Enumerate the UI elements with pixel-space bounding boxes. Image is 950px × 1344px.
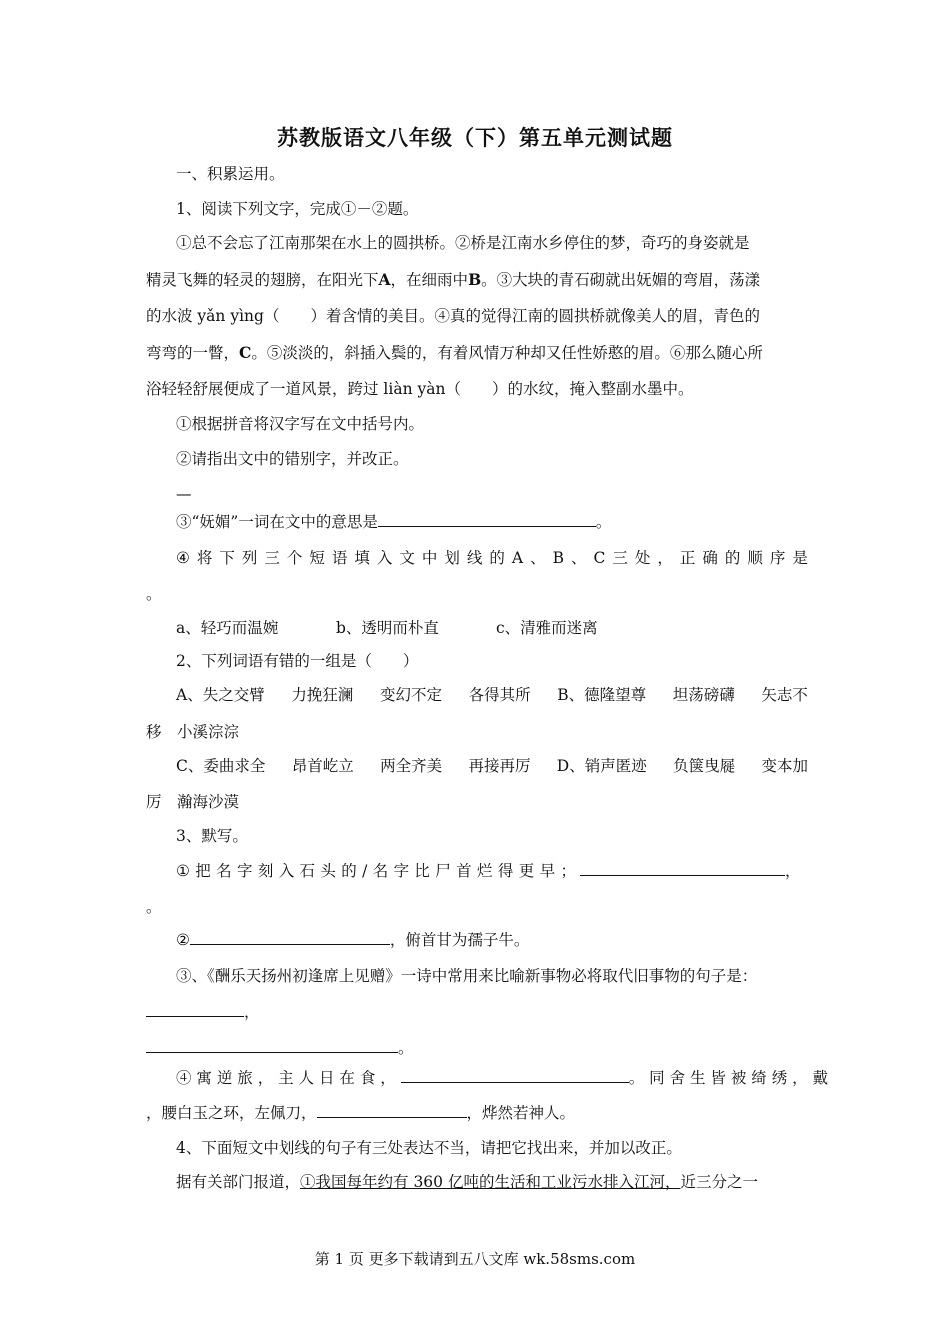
spaced-char: 的 xyxy=(724,549,741,567)
spaced-char: 顺 xyxy=(747,549,763,567)
word-group: D、销声匿迹 xyxy=(556,757,647,775)
answer-blank[interactable] xyxy=(317,1103,467,1118)
sub-question-4 xyxy=(176,548,808,568)
spaced-char: 烂 xyxy=(477,862,493,880)
recite-5: ，腰白玉之环，左佩刀， ，烨然若神人。 xyxy=(146,1104,576,1122)
recite-3: ③、《酬乐天扬州初逢席上见赠》一诗中常用来比喻新事物必将取代旧事物的句子是： xyxy=(176,967,758,985)
word-group: B、德隆望尊 xyxy=(557,686,647,704)
passage-line-1: ①总不会忘了江南那架在水上的圆拱桥。②桥是江南水乡停住的梦，奇巧的身姿就是 xyxy=(176,234,750,252)
recite-1-end: 。 xyxy=(146,898,162,916)
underlined-sentence: ①我国每年约有 360 亿吨的生活和工业污水排入江河， xyxy=(300,1173,681,1191)
passage-line-2: 精灵飞舞的轻灵的翅膀，在阳光下A，在细雨中B。③大块的青石砌就出妩媚的弯眉，荡漾 xyxy=(146,270,761,289)
spaced-char: 、 xyxy=(570,549,587,567)
option-b: b、透明而朴直 xyxy=(336,619,439,637)
spaced-char: 石 xyxy=(299,862,316,880)
passage-line-5: 浴轻轻舒展便成了一道风景，跨过 liàn yàn（ ）的水纹，掩入整副水墨中。 xyxy=(146,380,694,398)
spaced-char: 下 xyxy=(219,549,235,567)
spaced-char: 个 xyxy=(286,549,303,567)
spaced-char: 的 xyxy=(341,862,357,880)
answer-blank[interactable] xyxy=(401,1068,629,1083)
spaced-char: 的 xyxy=(489,549,505,567)
spaced-char: ； xyxy=(560,862,576,880)
word-group: 各得其所 xyxy=(468,686,531,704)
spaced-char: 文 xyxy=(399,549,415,567)
answer-blank[interactable] xyxy=(378,512,596,527)
marker-c: C xyxy=(239,343,252,362)
page-footer: 第 1 页 更多下载请到五八文库 wk.58sms.com xyxy=(314,1250,636,1268)
spaced-char: 确 xyxy=(702,549,718,567)
spaced-char: ① xyxy=(176,862,190,880)
spaced-char: 更 xyxy=(518,862,535,880)
spaced-char: 正 xyxy=(679,549,696,567)
spaced-char: ④ xyxy=(176,549,190,567)
word-group: 变本加 xyxy=(761,757,808,775)
section-heading: 一、积累运用。 xyxy=(176,165,285,183)
spaced-char: 将 xyxy=(196,549,213,567)
sub-question-4-end: 。 xyxy=(146,585,162,603)
word-group: A、失之交臂 xyxy=(176,686,265,704)
question-4-prompt: 4、下面短文中划线的句子有三处表达不当，请把它找出来，并加以改正。 xyxy=(176,1139,682,1157)
spaced-char: 刻 xyxy=(257,862,274,880)
spaced-char: 短 xyxy=(309,549,325,567)
spaced-char: 比 xyxy=(414,862,430,880)
spaced-char: 名 xyxy=(372,862,389,880)
spaced-char: 字 xyxy=(393,862,410,880)
word-group: 两全齐美 xyxy=(380,757,443,775)
passage-line-4: 弯弯的一瞥，C。⑤淡淡的，斜插入鬓的，有着风情万种却又任性娇憨的眉。⑥那么随心所 xyxy=(146,343,763,362)
passage-line-3: 的水波 yǎn yìng（ ）着含情的美目。④真的觉得江南的圆拱桥就像美人的眉，青色的 xyxy=(146,307,760,325)
spaced-char: 划 xyxy=(444,549,460,567)
recite-4: ④ 寓 逆 旅 ， 主 人 日 在 食 ， 。 同 舍 生 皆 被 绮 绣 ， 戴 xyxy=(176,1069,829,1087)
word-group: 再接再厉 xyxy=(468,757,531,775)
option-c: c、清雅而迷离 xyxy=(496,619,598,637)
recite-1: ① 把 名 字 刻 入 石 头 的 / 名 字 比 尸 首 烂 得 更 早 ； ， xyxy=(176,862,801,880)
spaced-char: 尸 xyxy=(435,862,451,880)
question-3-prompt: 3、默写。 xyxy=(176,827,248,845)
recite-2: ② ，俯首甘为孺子牛。 xyxy=(176,931,530,949)
page-title: 苏教版语文八年级（下）第五单元测试题 xyxy=(277,125,673,150)
spaced-char: 线 xyxy=(466,549,483,567)
spaced-char: 三 xyxy=(264,549,280,567)
spaced-char: 列 xyxy=(241,549,258,567)
spaced-char: 头 xyxy=(320,862,336,880)
word-group: 坦荡磅礴 xyxy=(672,686,735,704)
spaced-char: ， xyxy=(657,549,673,567)
spaced-char: 序 xyxy=(769,549,786,567)
answer-blank[interactable] xyxy=(146,1038,398,1053)
spaced-char: 入 xyxy=(278,862,295,880)
answer-blank[interactable] xyxy=(146,1002,244,1017)
question-2-prompt: 2、下列词语有错的一组是（ ） xyxy=(176,652,419,670)
spaced-char: 早 xyxy=(539,862,556,880)
spaced-char: 语 xyxy=(331,549,348,567)
sub-question-1: ①根据拼音将汉字写在文中括号内。 xyxy=(176,415,425,433)
question-2-line-2: 移 小溪淙淙 xyxy=(146,723,240,741)
spaced-char: 三 xyxy=(612,549,628,567)
sub-question-2: ②请指出文中的错别字，并改正。 xyxy=(176,450,409,468)
word-group: 矢志不 xyxy=(761,686,808,704)
recite-3-blank-2: 。 xyxy=(146,1038,808,1058)
spaced-char: 中 xyxy=(421,549,438,567)
spaced-char: 是 xyxy=(792,549,808,567)
question-2-line-1 xyxy=(176,685,808,705)
option-a: a、轻巧而温婉 xyxy=(176,619,279,637)
marker-a: A xyxy=(378,270,391,289)
sub-question-2-dash: — xyxy=(176,485,192,503)
spaced-char: 得 xyxy=(497,862,514,880)
spaced-char: 名 xyxy=(216,862,232,880)
question-4-passage: 据有关部门报道，①我国每年约有 360 亿吨的生活和工业污水排入江河，近三分之一 xyxy=(176,1173,758,1191)
question-2-line-3 xyxy=(176,756,808,776)
spaced-char: 字 xyxy=(236,862,253,880)
spaced-char: 填 xyxy=(354,549,370,567)
marker-b: B xyxy=(468,270,482,289)
word-group: 昂首屹立 xyxy=(291,757,354,775)
answer-blank[interactable] xyxy=(580,861,785,876)
recite-3-blank-1: ， xyxy=(146,1002,808,1022)
spaced-char: C xyxy=(593,549,606,567)
spaced-char: B xyxy=(552,549,564,567)
question-2-line-4: 厉 瀚海沙漠 xyxy=(146,793,240,811)
word-group: 力挽狂澜 xyxy=(291,686,354,704)
spaced-char: 把 xyxy=(195,862,211,880)
spaced-char: / xyxy=(362,862,368,880)
options-row xyxy=(176,618,808,638)
spaced-char: 处 xyxy=(634,549,651,567)
word-group: 变幻不定 xyxy=(379,686,442,704)
sub-question-3: ③“妩媚”一词在文中的意思是 。 xyxy=(176,513,612,531)
word-group: C、委曲求全 xyxy=(176,757,266,775)
spaced-char: 入 xyxy=(376,549,393,567)
answer-blank[interactable] xyxy=(190,930,390,945)
word-group: 负箧曳屣 xyxy=(673,757,736,775)
question-1-prompt: 1、阅读下列文字，完成①－②题。 xyxy=(176,200,419,218)
spaced-char: A xyxy=(511,549,524,567)
spaced-char: 首 xyxy=(456,862,472,880)
spaced-char: 、 xyxy=(530,549,546,567)
